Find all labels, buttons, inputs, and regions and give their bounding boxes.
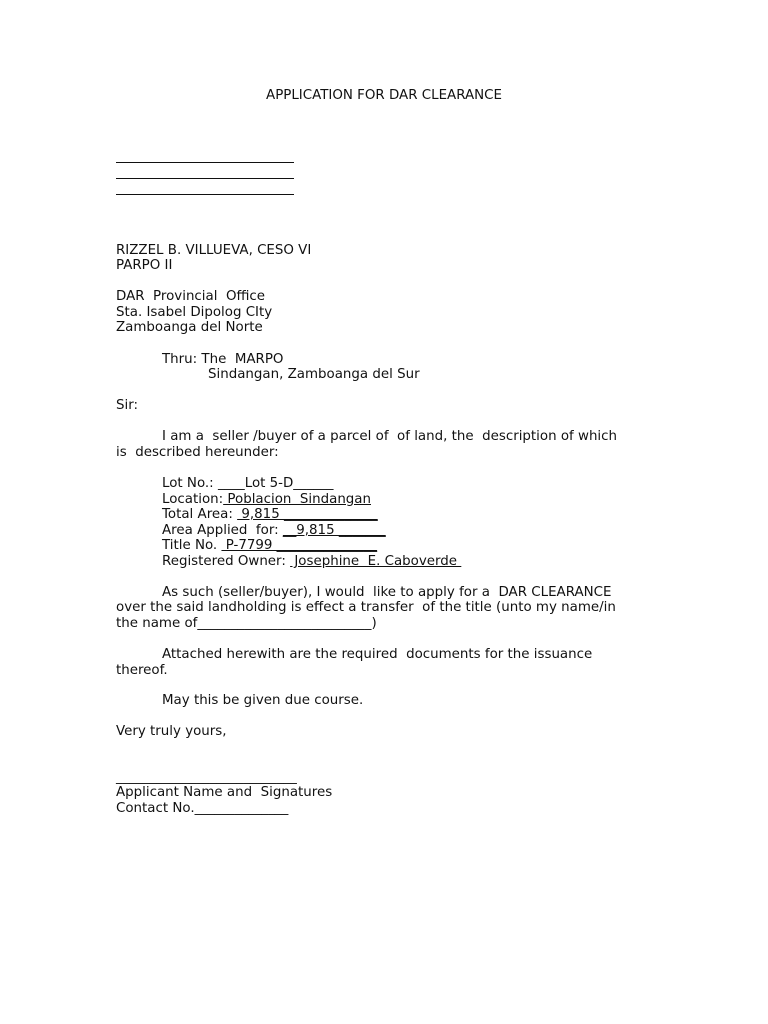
paragraph-1-line-3: the name of__________________________) xyxy=(116,616,377,631)
paragraph-3: May this be given due course. xyxy=(162,693,364,708)
registered-owner-label: Registered Owner: xyxy=(162,554,291,569)
location-label: Location: xyxy=(162,492,224,507)
addressee-address-line2: Zamboanga del Norte xyxy=(116,320,263,335)
closing: Very truly yours, xyxy=(116,724,227,739)
salutation: Sir: xyxy=(116,398,139,413)
area-applied-row xyxy=(162,523,386,539)
title-number-value: P-7799 _______________ xyxy=(221,538,378,553)
addressee-position: PARPO II xyxy=(116,258,173,273)
addressee-name: RIZZEL B. VILLUEVA, CESO VI xyxy=(116,243,312,258)
contact-number: Contact No.______________ xyxy=(116,801,289,816)
registered-owner-value: Josephine E. Caboverde xyxy=(290,554,462,569)
title-number-row xyxy=(162,538,377,554)
location-row xyxy=(162,492,371,508)
area-applied-value: __9,815 _______ xyxy=(282,523,386,538)
thru-line: Thru: The MARPO xyxy=(162,352,284,367)
address-blank-line-1 xyxy=(116,162,294,163)
area-applied-label: Area Applied for: xyxy=(162,523,283,538)
registered-owner-row xyxy=(162,554,461,570)
addressee-office: DAR Provincial Office xyxy=(116,289,266,304)
lot-number-label: Lot No.: xyxy=(162,476,218,491)
lot-number-value: ____Lot 5-D______ xyxy=(217,476,334,491)
signature-line: ___________________________ xyxy=(116,770,297,785)
paragraph-1-line-2: over the said landholding is effect a transfer of the title (unto my name/in xyxy=(116,600,616,615)
document-title: APPLICATION FOR DAR CLEARANCE xyxy=(266,88,502,103)
total-area-row xyxy=(162,507,378,523)
title-number-label: Title No. xyxy=(162,538,222,553)
address-blank-line-3 xyxy=(116,194,294,195)
paragraph-1-line-1: As such (seller/buyer), I would like to apply for a DAR CLEARANCE xyxy=(162,585,612,600)
lot-number-row xyxy=(162,476,333,492)
total-area-label: Total Area: xyxy=(162,507,238,522)
signature-label: Applicant Name and Signatures xyxy=(116,785,333,800)
location-value: Poblacion Sindangan xyxy=(223,492,371,507)
paragraph-2-line-2: thereof. xyxy=(116,663,168,678)
thru-location: Sindangan, Zamboanga del Sur xyxy=(208,367,420,382)
intro-line-1: I am a seller /buyer of a parcel of of land, the description of which xyxy=(162,429,618,444)
paragraph-2-line-1: Attached herewith are the required documents for the issuance xyxy=(162,647,593,662)
total-area-value: 9,815 ______________ xyxy=(237,507,378,522)
intro-line-2: is described hereunder: xyxy=(116,445,279,460)
address-blank-line-2 xyxy=(116,178,294,179)
addressee-address-line1: Sta. Isabel Dipolog CIty xyxy=(116,305,273,320)
